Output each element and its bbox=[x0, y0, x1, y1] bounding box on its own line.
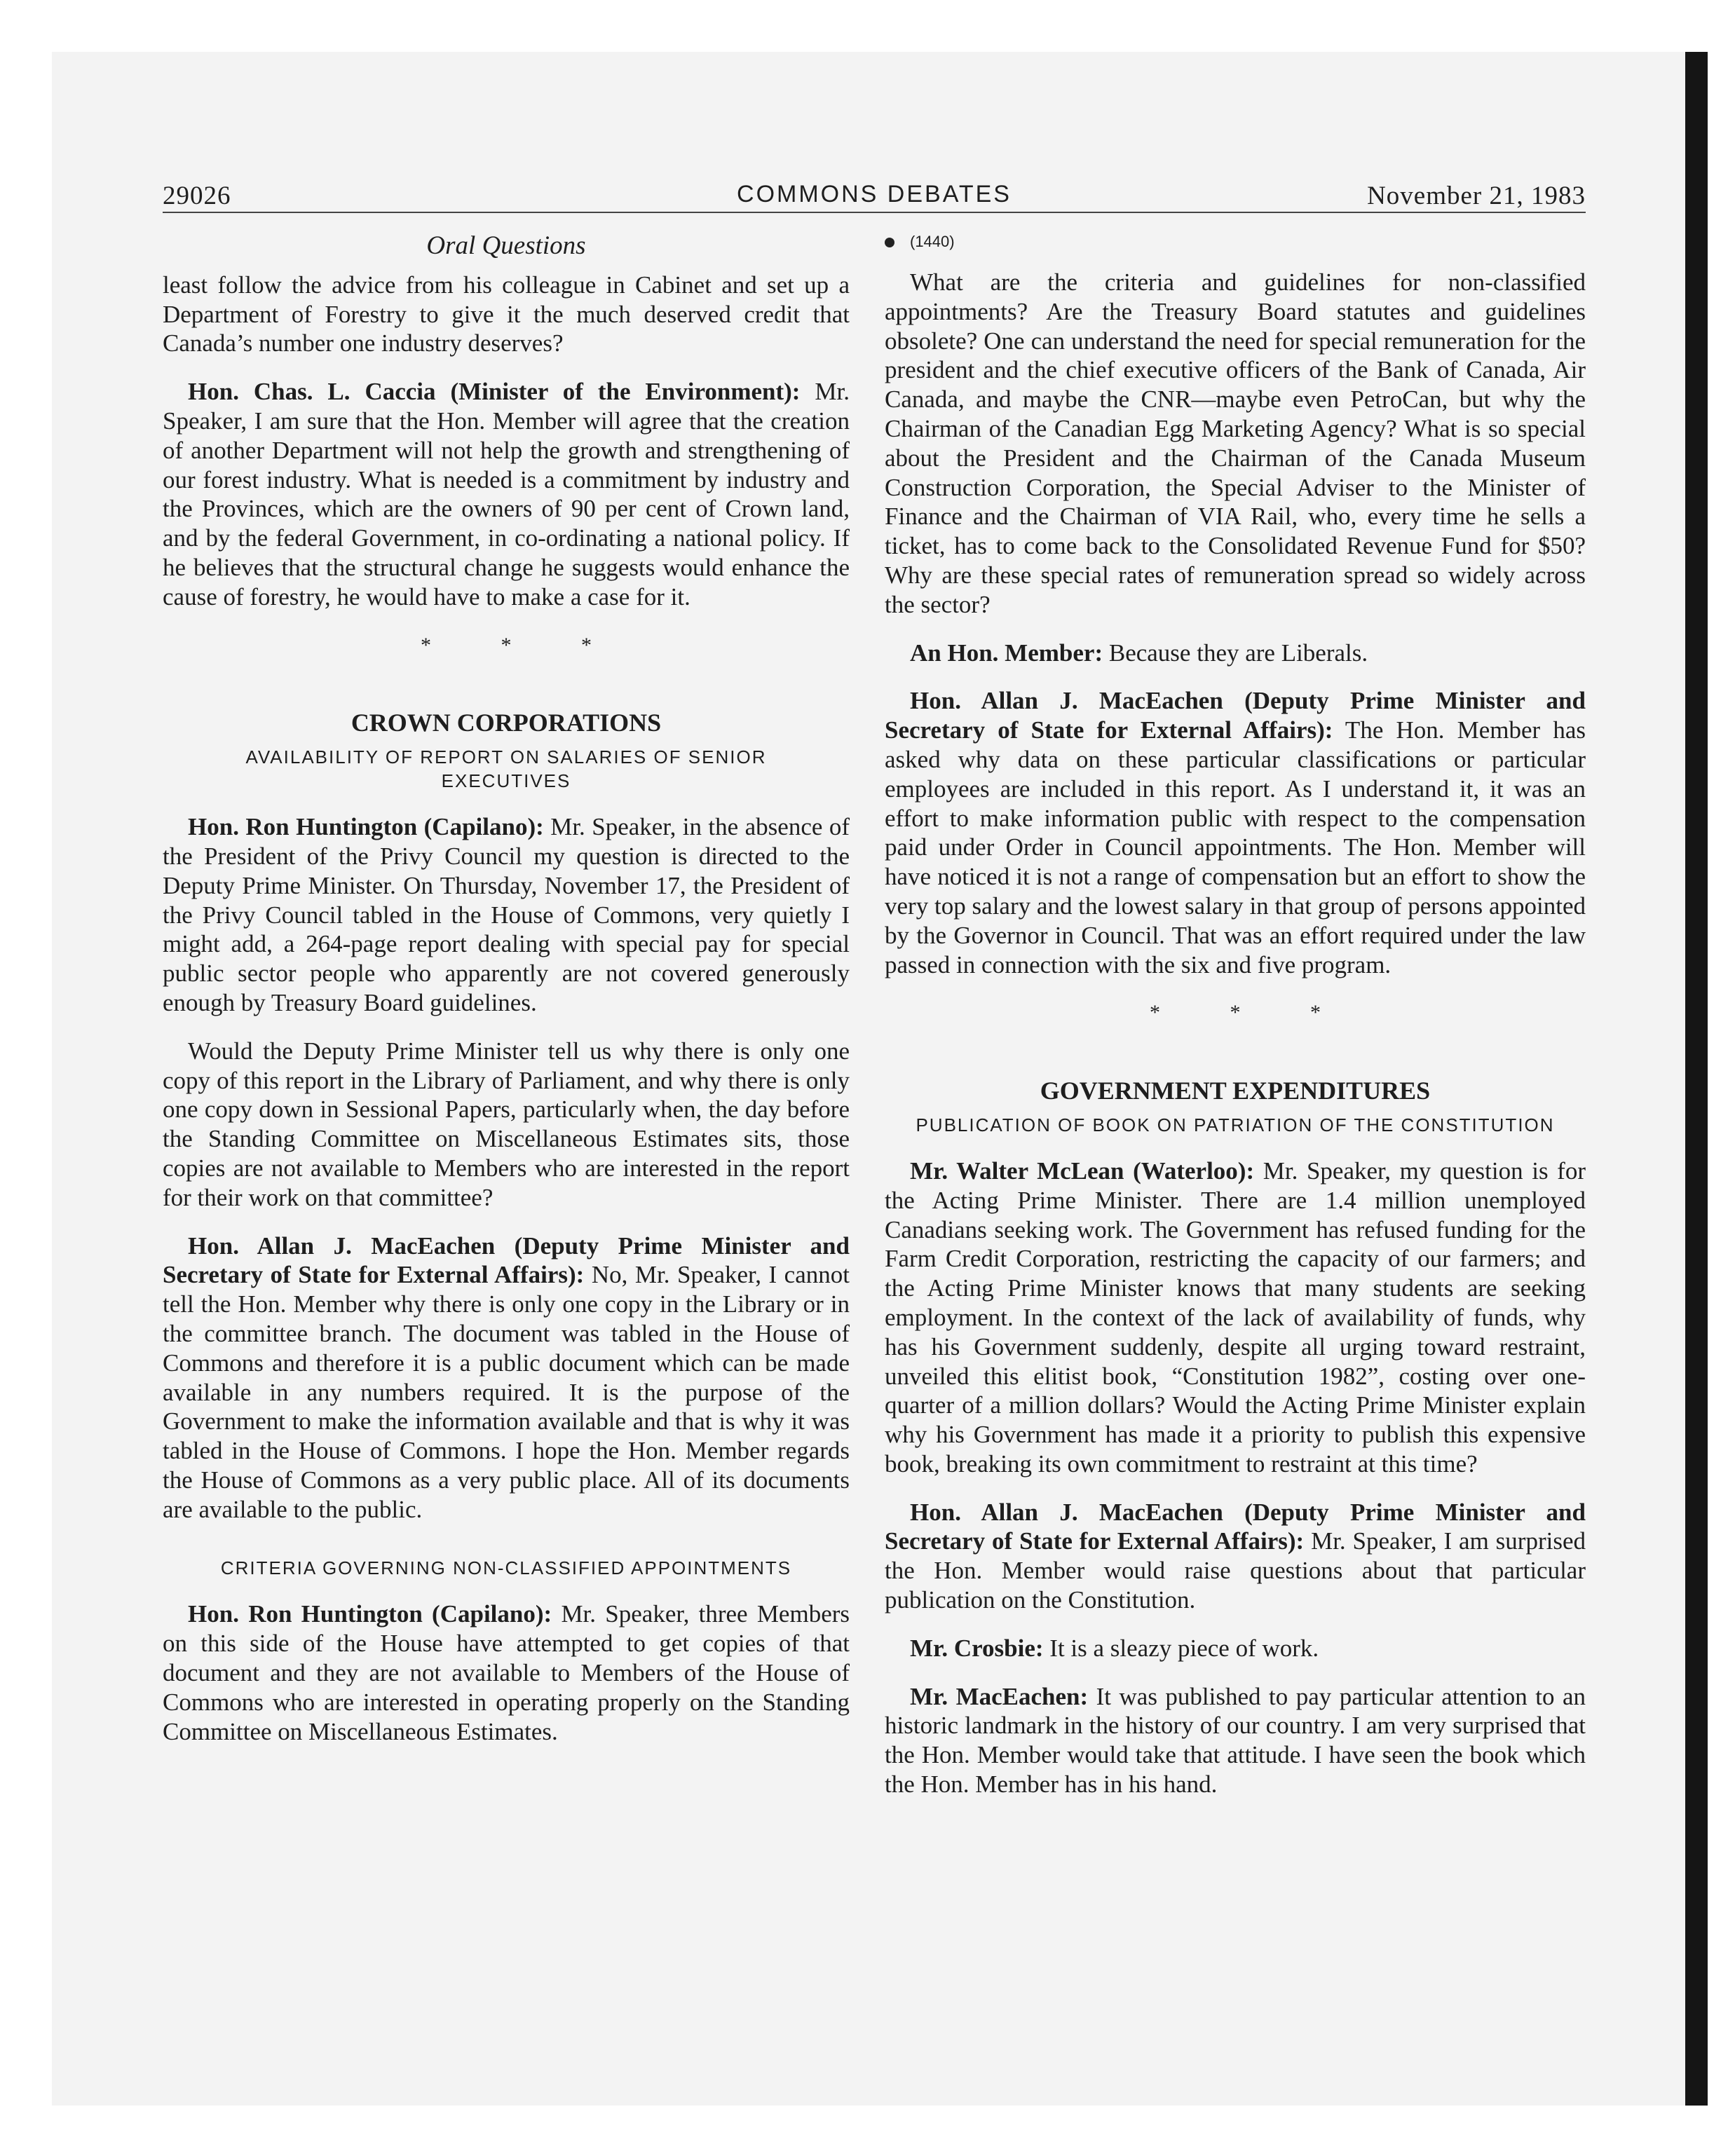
paragraph bbox=[163, 377, 850, 611]
section-heading: GOVERNMENT EXPENDITURES bbox=[1040, 1077, 1431, 1105]
speech-text: It was published to pay particular attention to an historic landmark in the history of our country. I am very surprised that the Hon. Member would take that attitude. I have seen the book which the Hon. Member has in his hand. bbox=[885, 1682, 1586, 1799]
paragraph: least follow the advice from his colleague in Cabinet and set up a Department of Forestry to give it the much deserved credit that Canada’s number one industry deserves? bbox=[163, 271, 850, 357]
speech-text: Mr. Speaker, I am surprised the Hon. Member would raise questions about that particular publication on the Constitution. bbox=[885, 1527, 1586, 1614]
paragraph: What are the criteria and guidelines for non-classified appointments? Are the Treasury Board statutes and guidelines obsolete? One can understand the need for special remuneration for the president and the chief executive officers of the Bank of Canada, Air Canada, and maybe the CNR—maybe even PetroCan, but why the Chairman of the Canadian Egg Marketing Agency? What is so special about the President and the Chairman of the Canada Museum Construction Corporation, the Special Adviser to the Minister of Finance and the Chairman of VIA Rail, who, every time he sells a ticket, has to come back to the Consolidated Revenue Fund for $50? Why are these special rates of remuneration spread so widely across the sector? bbox=[885, 268, 1586, 618]
speaker-name: Hon. Ron Huntington (Capilano): bbox=[188, 813, 544, 841]
paragraph bbox=[885, 1634, 1586, 1663]
paragraph bbox=[163, 1599, 850, 1746]
speaker-name: Hon. Allan J. MacEachen (Deputy Prime Minister and Secretary of State for External Affairs): bbox=[885, 687, 1586, 744]
speech-text: Because they are Liberals. bbox=[1103, 639, 1368, 667]
time-marker bbox=[885, 231, 1586, 252]
paragraph bbox=[885, 639, 1586, 668]
speaker-name: Hon. Chas. L. Caccia (Minister of the Environment): bbox=[188, 378, 801, 406]
section-separator: * * * bbox=[421, 633, 624, 657]
speech-text: Mr. Speaker, in the absence of the President of the Privy Council my question is directed to the Deputy Prime Minister. On Thursday, November 17, the President of the Privy Council tabled in the House of Commons, very quietly I might add, a 264-page report dealing with special pay for special public sector people who apparently are not covered generously enough by Treasury Board guidelines. bbox=[163, 813, 850, 1016]
sub-heading: CRITERIA GOVERNING NON-CLASSIFIED APPOINTMENTS bbox=[220, 1557, 792, 1579]
speaker-name: Mr. Crosbie: bbox=[910, 1634, 1044, 1662]
paragraph bbox=[885, 686, 1586, 979]
header-rule bbox=[163, 212, 1586, 213]
bullet-icon bbox=[885, 238, 894, 247]
paragraph bbox=[885, 1498, 1586, 1615]
paragraph bbox=[163, 1231, 850, 1524]
time-marker-text: (1440) bbox=[910, 233, 955, 250]
speech-text: The Hon. Member has asked why data on these particular classifications or particular employees are included in this report. As I understand it, it was an effort to make information public with respect to the compensation paid under Order in Council appointments. The Hon. Member will have noticed it is not a range of compensation but an effort to show the very top salary and the lowest salary in that group of persons appointed by the Governor in Council. That was an effort required under the law passed in connection with the six and five program. bbox=[885, 716, 1586, 978]
page-number: 29026 bbox=[163, 182, 231, 210]
speaker-name: Mr. Walter McLean (Waterloo): bbox=[910, 1157, 1255, 1185]
speaker-name: Hon. Ron Huntington (Capilano): bbox=[188, 1600, 552, 1628]
speaker-name: Hon. Allan J. MacEachen (Deputy Prime Minister and Secretary of State for External Affairs): bbox=[885, 1498, 1586, 1555]
publication-date: November 21, 1983 bbox=[1367, 182, 1586, 210]
sub-heading: AVAILABILITY OF REPORT ON SALARIES OF SENIOR EXECUTIVES bbox=[245, 746, 767, 792]
section-separator: * * * bbox=[1150, 1001, 1353, 1025]
paragraph: Would the Deputy Prime Minister tell us why there is only one copy of this report in the Library of Parliament, and why there is only one copy down in Sessional Papers, particularly when, the day before the Standing Committee on Miscellaneous Estimates sits, those copies are not available to Members who are interested in the report for their work on that committee? bbox=[163, 1037, 850, 1211]
running-head: Oral Questions bbox=[426, 231, 586, 260]
left-column bbox=[163, 231, 850, 1765]
speech-text: Mr. Speaker, I am sure that the Hon. Member will agree that the creation of another Department will not help the growth and strengthening of our forest industry. What is needed is a commitment by industry and the Provinces, which are the owners of 90 per cent of Crown land, and by the federal Government, in co-ordinating a national policy. If he believes that the structural change he suggests would enhance the cause of forestry, he would have to make a case for it. bbox=[163, 378, 850, 610]
speaker-name: Hon. Allan J. MacEachen (Deputy Prime Minister and Secretary of State for External Affairs): bbox=[163, 1231, 850, 1289]
publication-title: COMMONS DEBATES bbox=[737, 181, 1012, 207]
speech-text: No, Mr. Speaker, I cannot tell the Hon. Member why there is only one copy in the Library or in the committee branch. The document was tabled in the House of Commons and therefore it is a public document which can be made available in any numbers required. It is the purpose of the Government to make the information available and that is why it was tabled in the House of Commons. I hope the Hon. Member regards the House of Commons as a very public place. All of its documents are available to the public. bbox=[163, 1261, 850, 1523]
speech-text: Mr. Speaker, three Members on this side of the House have attempted to get copies of that document and they are not available to Members of the House of Commons who are interested in operating properly on the Standing Committee on Miscellaneous Estimates. bbox=[163, 1600, 850, 1745]
scan-edge-shadow bbox=[1685, 52, 1708, 2106]
speech-text: Mr. Speaker, my question is for the Acting Prime Minister. There are 1.4 million unemployed Canadians seeking work. The Government has refused funding for the Farm Credit Corporation, restricting the capacity of our farmers; and the Acting Prime Minister knows that many students are seeking employment. In the context of the lack of availability of funds, why has his Government suddenly, despite all urging toward restraint, unveiled this elitist book, “Constitution 1982”, costing over one-quarter of a million dollars? Would the Acting Prime Minister explain why his Government has made it a priority to publish this expensive book, breaking its own commitment to restraint at this time? bbox=[885, 1157, 1586, 1478]
page-header bbox=[163, 178, 1586, 213]
speaker-name: Mr. MacEachen: bbox=[910, 1682, 1089, 1710]
paragraph bbox=[885, 1157, 1586, 1479]
paragraph bbox=[163, 812, 850, 1018]
right-column bbox=[885, 231, 1586, 1818]
sub-heading: PUBLICATION OF BOOK ON PATRIATION OF THE CONSTITUTION bbox=[916, 1114, 1555, 1135]
speaker-name: An Hon. Member: bbox=[910, 639, 1103, 667]
paragraph bbox=[885, 1682, 1586, 1799]
speech-text: It is a sleazy piece of work. bbox=[1043, 1634, 1319, 1662]
section-heading: CROWN CORPORATIONS bbox=[351, 709, 662, 737]
